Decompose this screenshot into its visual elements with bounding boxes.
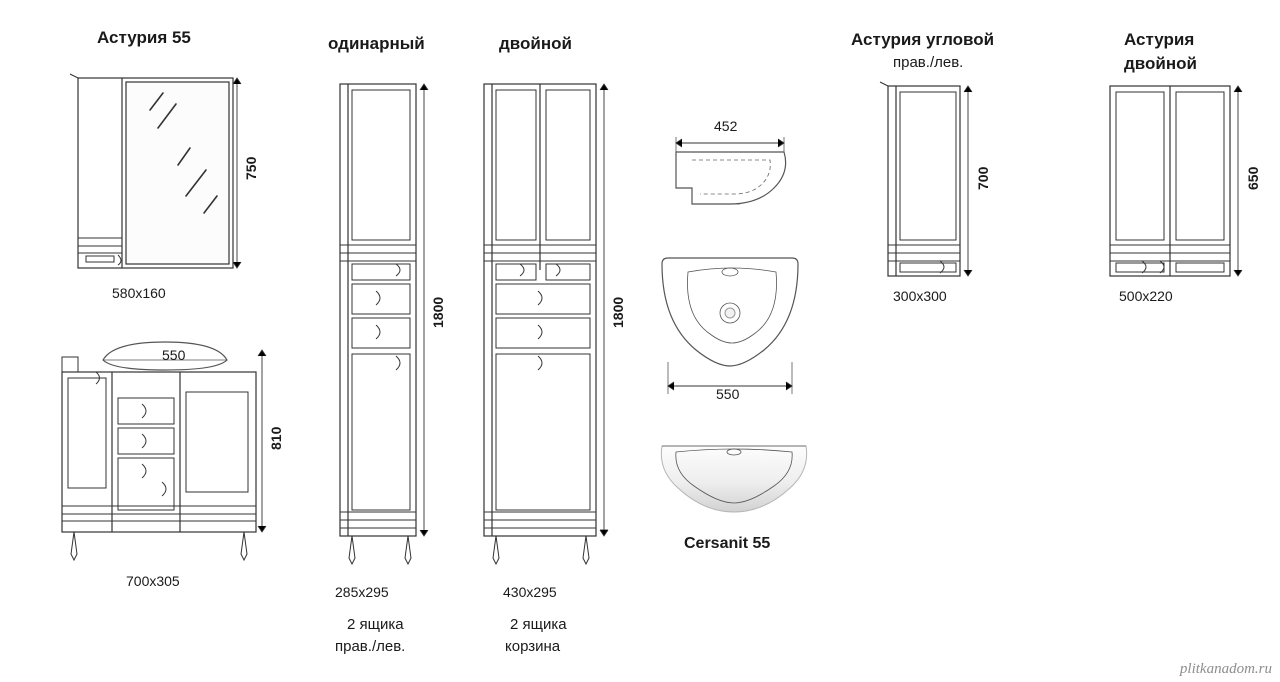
washbasin-side-drawing xyxy=(676,137,786,204)
corner-cabinet-drawing xyxy=(880,82,972,276)
asturia-55-title: Астурия 55 xyxy=(97,28,191,47)
washbasin-3d-drawing xyxy=(661,446,806,512)
single-column-drawing xyxy=(340,84,428,564)
single-column-note-2: прав./лев. xyxy=(335,638,406,655)
vanity-cabinet-drawing xyxy=(62,342,266,560)
corner-cabinet-height: 700 xyxy=(975,166,991,190)
washbasin-width: 550 xyxy=(716,386,740,402)
double-wall-cabinet-drawing xyxy=(1110,86,1242,276)
double-cabinet-title-2: двойной xyxy=(1124,54,1197,73)
washbasin-depth: 452 xyxy=(714,118,738,134)
watermark: plitkanadom.ru xyxy=(1179,661,1272,677)
double-cabinet-size: 500x220 xyxy=(1119,288,1173,304)
double-cabinet-title-1: Астурия xyxy=(1124,30,1195,49)
corner-cabinet-size: 300x300 xyxy=(893,288,947,304)
double-column-note-1: 2 ящика xyxy=(510,616,567,633)
corner-cabinet-title: Астурия угловой xyxy=(851,30,995,49)
double-column-title: двойной xyxy=(499,34,572,53)
double-column-drawing xyxy=(484,84,608,564)
corner-cabinet-subtitle: прав./лев. xyxy=(893,54,964,71)
vanity-size: 700x305 xyxy=(126,573,180,589)
double-column-height: 1800 xyxy=(610,296,626,328)
single-column-size: 285x295 xyxy=(335,584,389,600)
double-cabinet-height: 650 xyxy=(1245,166,1261,190)
asturia-55-size: 580x160 xyxy=(112,285,166,301)
double-column-note-2: корзина xyxy=(505,638,561,655)
mirror-cabinet-drawing xyxy=(70,74,241,268)
vanity-width: 550 xyxy=(162,347,186,363)
single-column-note-1: 2 ящика xyxy=(347,616,404,633)
vanity-height: 810 xyxy=(268,426,284,450)
asturia-55-height: 750 xyxy=(243,156,259,180)
washbasin-caption: Cersanit 55 xyxy=(684,535,771,552)
double-column-size: 430x295 xyxy=(503,584,557,600)
single-column-height: 1800 xyxy=(430,296,446,328)
washbasin-top-drawing xyxy=(662,258,798,394)
single-column-title: одинарный xyxy=(328,34,425,53)
